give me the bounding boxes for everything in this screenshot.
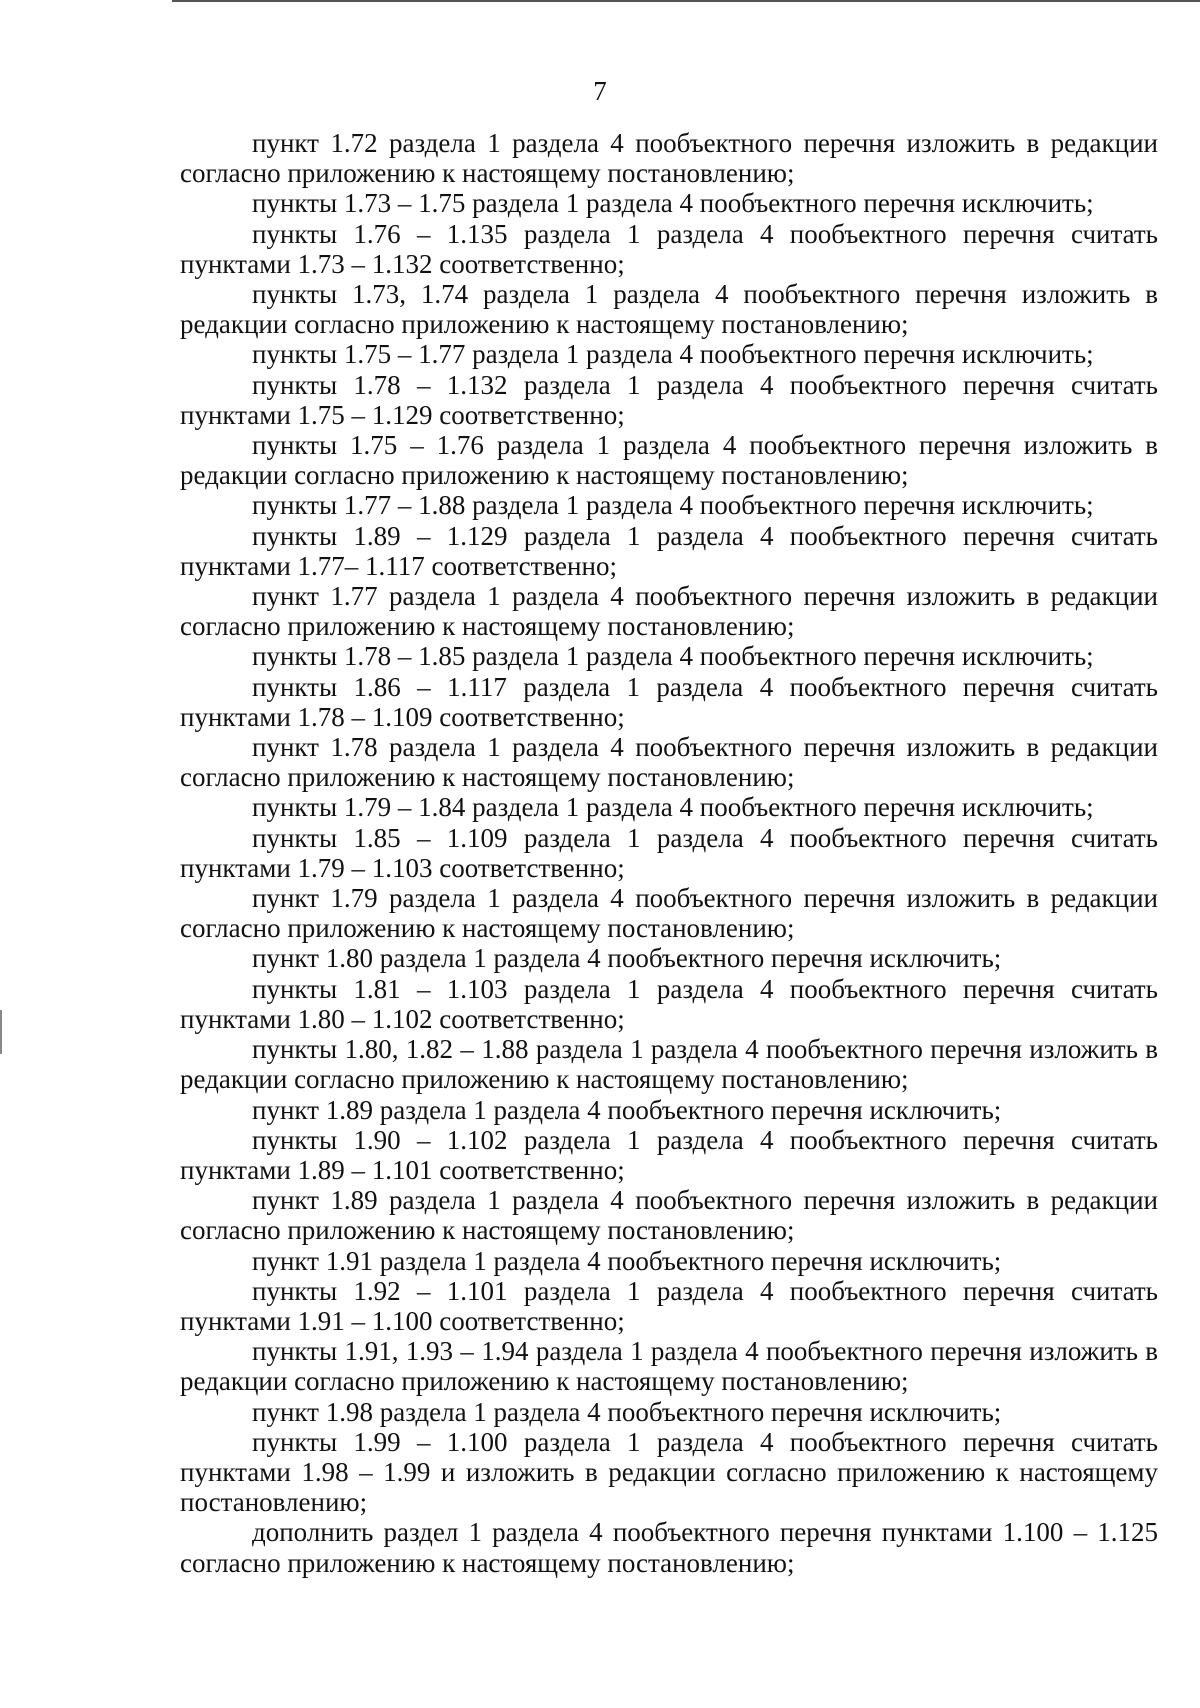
paragraph: пункты 1.78 – 1.132 раздела 1 раздела 4 пообъектного перечня считать пунктами 1.75 – 1.129 соответственно; <box>180 369 1158 430</box>
paragraph: пункты 1.80, 1.82 – 1.88 раздела 1 раздела 4 пообъектного перечня изложить в редакции согласно приложению к настоящему постановлению; <box>180 1034 1158 1095</box>
paragraph: пункты 1.85 – 1.109 раздела 1 раздела 4 пообъектного перечня считать пунктами 1.79 – 1.103 соответственно; <box>180 822 1158 883</box>
paragraph: пункт 1.89 раздела 1 раздела 4 пообъектного перечня исключить; <box>252 1094 1002 1125</box>
paragraph: пункты 1.81 – 1.103 раздела 1 раздела 4 пообъектного перечня считать пунктами 1.80 – 1.102 соответственно; <box>180 973 1158 1034</box>
paragraph: пункты 1.73 – 1.75 раздела 1 раздела 4 пообъектного перечня исключить; <box>252 188 1094 219</box>
paragraph: пункты 1.99 – 1.100 раздела 1 раздела 4 пообъектного перечня считать пунктами 1.98 – 1.99 и изложить в редакции согласно приложению к настоящему постановлению; <box>180 1426 1158 1518</box>
paragraph: пункты 1.78 – 1.85 раздела 1 раздела 4 пообъектного перечня исключить; <box>252 641 1094 672</box>
paragraph: пункты 1.92 – 1.101 раздела 1 раздела 4 пообъектного перечня считать пунктами 1.91 – 1.100 соответственно; <box>180 1275 1158 1336</box>
document-body <box>180 128 1158 1578</box>
paragraph: пункты 1.75 – 1.76 раздела 1 раздела 4 пообъектного перечня изложить в редакции согласно приложению к настоящему постановлению; <box>180 430 1158 491</box>
paragraph: пункт 1.89 раздела 1 раздела 4 пообъектного перечня изложить в редакции согласно приложению к настоящему постановлению; <box>180 1185 1158 1246</box>
paragraph: пункты 1.76 – 1.135 раздела 1 раздела 4 пообъектного перечня считать пунктами 1.73 – 1.132 соответственно; <box>180 218 1158 279</box>
paragraph: пункт 1.98 раздела 1 раздела 4 пообъектного перечня исключить; <box>252 1396 1002 1427</box>
paragraph: дополнить раздел 1 раздела 4 пообъектного перечня пунктами 1.100 – 1.125 согласно приложению к настоящему постановлению; <box>180 1517 1158 1578</box>
paragraph: пункты 1.79 – 1.84 раздела 1 раздела 4 пообъектного перечня исключить; <box>252 792 1094 823</box>
top-edge-rule <box>172 0 1200 2</box>
paragraph: пункт 1.80 раздела 1 раздела 4 пообъектного перечня исключить; <box>252 943 1002 974</box>
paragraph: пункты 1.90 – 1.102 раздела 1 раздела 4 пообъектного перечня считать пунктами 1.89 – 1.101 соответственно; <box>180 1124 1158 1185</box>
paragraph: пункты 1.86 – 1.117 раздела 1 раздела 4 пообъектного перечня считать пунктами 1.78 – 1.109 соответственно; <box>180 671 1158 732</box>
paragraph: пункты 1.75 – 1.77 раздела 1 раздела 4 пообъектного перечня исключить; <box>252 339 1094 370</box>
paragraph: пункт 1.78 раздела 1 раздела 4 пообъектного перечня изложить в редакции согласно приложению к настоящему постановлению; <box>180 732 1158 793</box>
paragraph: пункты 1.77 – 1.88 раздела 1 раздела 4 пообъектного перечня исключить; <box>252 490 1094 521</box>
page-number: 7 <box>593 76 607 106</box>
paragraph: пункты 1.89 – 1.129 раздела 1 раздела 4 пообъектного перечня считать пунктами 1.77– 1.117 соответственно; <box>180 520 1158 581</box>
paragraph: пункт 1.72 раздела 1 раздела 4 пообъектного перечня изложить в редакции согласно приложению к настоящему постановлению; <box>180 128 1158 189</box>
left-edge-mark <box>0 1010 2 1054</box>
paragraph: пункты 1.73, 1.74 раздела 1 раздела 4 пообъектного перечня изложить в редакции согласно приложению к настоящему постановлению; <box>180 279 1158 340</box>
paragraph: пункт 1.77 раздела 1 раздела 4 пообъектного перечня изложить в редакции согласно приложению к настоящему постановлению; <box>180 581 1158 642</box>
paragraph: пункт 1.91 раздела 1 раздела 4 пообъектного перечня исключить; <box>252 1245 1002 1276</box>
paragraph: пункты 1.91, 1.93 – 1.94 раздела 1 раздела 4 пообъектного перечня изложить в редакции согласно приложению к настоящему постановлению; <box>180 1336 1158 1397</box>
paragraph: пункт 1.79 раздела 1 раздела 4 пообъектного перечня изложить в редакции согласно приложению к настоящему постановлению; <box>180 883 1158 944</box>
